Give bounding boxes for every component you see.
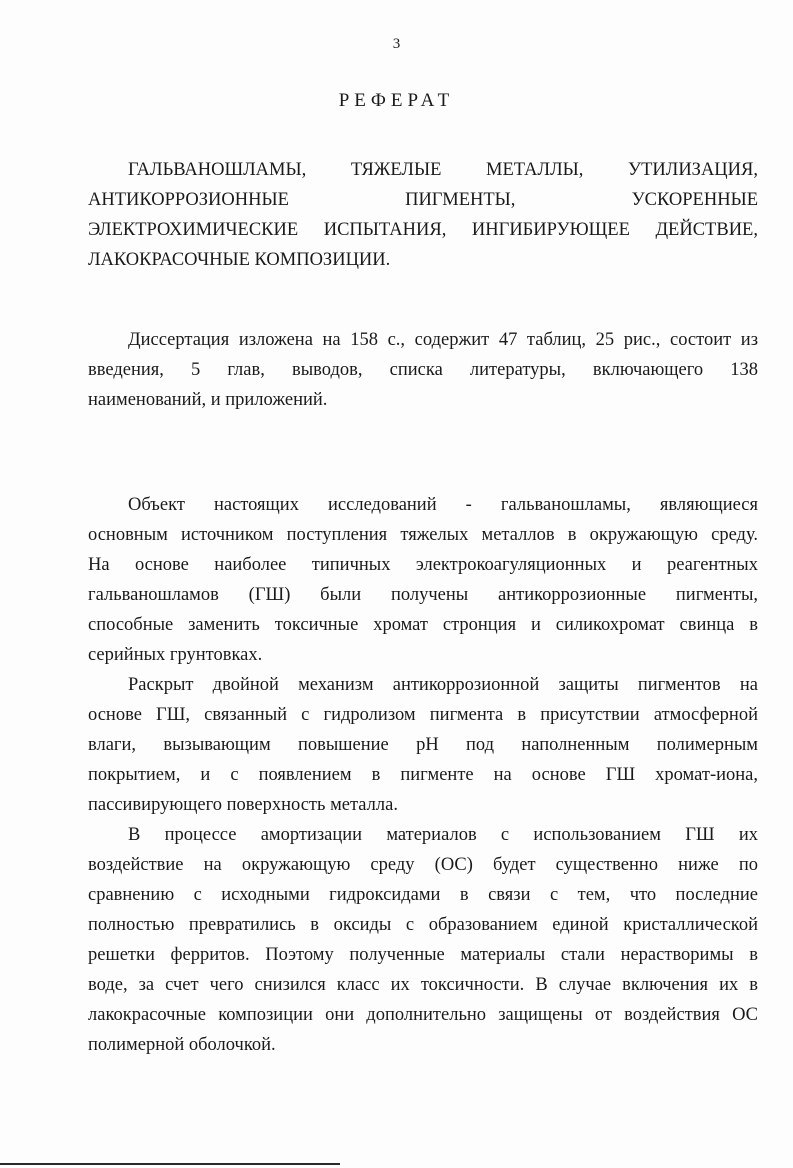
body-line: покрытием, и с появлением в пигменте на основе ГШ хромат-иона, [88,765,758,785]
page-number: 3 [392,36,401,52]
keywords-line: ЭЛЕКТРОХИМИЧЕСКИЕ ИСПЫТАНИЯ, ИНГИБИРУЮЩЕЕ ДЕЙСТВИЕ, [88,220,758,240]
keywords-line: ГАЛЬВАНОШЛАМЫ, ТЯЖЕЛЫЕ МЕТАЛЛЫ, УТИЛИЗАЦИЯ, [128,160,758,180]
body-line: воздействие на окружающую среду (ОС) будет существенно ниже по [88,855,758,875]
body-line: воде, за счет чего снизился класс их токсичности. В случае включения их в [88,975,758,995]
body-line: решетки ферритов. Поэтому полученные материалы стали нерастворимы в [88,945,758,965]
body-line: Объект настоящих исследований - гальваношламы, являющиеся [128,495,758,515]
body-line: полностью превратились в оксиды с образованием единой кристаллической [88,915,758,935]
footer-divider [0,1163,340,1165]
summary-line: Диссертация изложена на 158 с., содержит 47 таблиц, 25 рис., состоит из [128,330,758,350]
body-line: лакокрасочные композиции они дополнительно защищены от воздействия ОС [88,1005,758,1025]
body-line: гальваношламов (ГШ) были получены антикоррозионные пигменты, [88,585,758,605]
keywords-line: АНТИКОРРОЗИОННЫЕ ПИГМЕНТЫ, УСКОРЕННЫЕ [88,190,758,210]
body-line: влаги, вызывающим повышение pH под наполненным полимерным [88,735,758,755]
body-line: основе ГШ, связанный с гидролизом пигмента в присутствии атмосферной [88,705,758,725]
page-title: РЕФЕРАТ [338,90,455,111]
body-line: сравнению с исходными гидроксидами в связи с тем, что последние [88,885,758,905]
body-line: пассивирующего поверхность металла. [88,795,398,815]
body-line: Раскрыт двойной механизм антикоррозионной защиты пигментов на [128,675,758,695]
keywords-paragraph [88,155,758,275]
summary-paragraph [88,325,758,415]
keywords-line: ЛАКОКРАСОЧНЫЕ КОМПОЗИЦИИ. [88,250,391,270]
body-line: В процессе амортизации материалов с использованием ГШ их [128,825,758,845]
body-text [88,490,758,1060]
body-line: основным источником поступления тяжелых металлов в окружающую среду. [88,525,758,545]
body-line: На основе наиболее типичных электрокоагуляционных и реагентных [88,555,758,575]
body-line: серийных грунтовках. [88,645,263,665]
body-line: способные заменить токсичные хромат стронция и силикохромат свинца в [88,615,758,635]
summary-line: наименований, и приложений. [88,390,328,410]
summary-line: введения, 5 глав, выводов, списка литературы, включающего 138 [88,360,758,380]
body-line: полимерной оболочкой. [88,1035,276,1055]
